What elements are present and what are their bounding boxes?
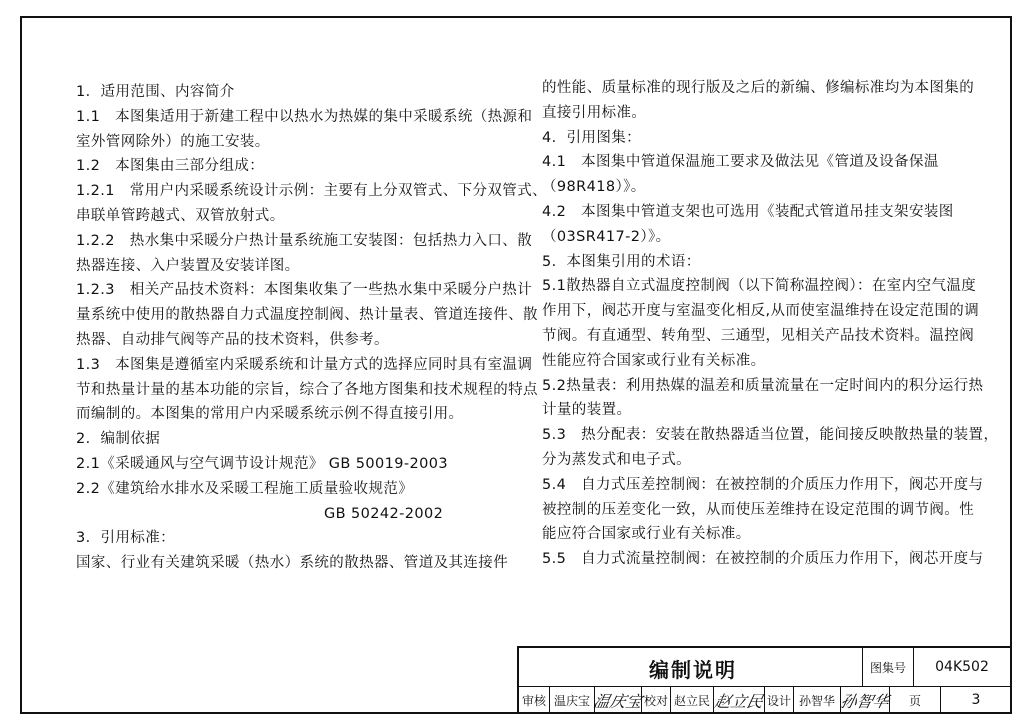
right-text-column	[542, 76, 999, 572]
text-line: 5.5 自力式流量控制阀：在被控制的介质压力作用下，阀芯开度与	[542, 551, 984, 568]
text-line: 1.2 本图集由三部分组成：	[76, 158, 265, 175]
text-line: 性能应符合国家或行业有关标准。	[542, 352, 766, 369]
text-line: 4.1 本图集中管道保温施工要求及做法见《管道及设备保温	[542, 154, 939, 171]
reviewer-signature: 温庆宝	[591, 691, 644, 711]
text-line: 被控制的压差变化一致，从而使压差维持在设定范围的调节阀。性	[542, 501, 975, 518]
check-label: 校对	[643, 693, 668, 708]
text-line: （03SR417-2）》。	[542, 228, 671, 245]
atlas-number: 04K502	[935, 659, 989, 675]
text-line: 1.2.3 相关产品技术资料：本图集收集了一些热水集中采暖分户热计	[76, 282, 533, 299]
checker-name: 赵立民	[673, 693, 710, 708]
standard-reference: 2.1《采暖通风与空气调节设计规范》 GB 50019-2003	[76, 455, 449, 472]
text-line: 热器连接、入户装置及安装详图。	[76, 257, 300, 274]
drawing-title: 编制说明	[649, 658, 737, 682]
page-number: 3	[971, 692, 981, 708]
standard-reference: 2.2《建筑给水排水及采暖工程施工质量验收规范》	[76, 480, 414, 497]
text-line: 国家、行业有关建筑采暖（热水）系统的散热器、管道及其连接件	[76, 555, 509, 572]
text-line: 1.1 本图集适用于新建工程中以热水为热媒的集中采暖系统（热源和	[76, 108, 533, 125]
text-line: 1.2.2 热水集中采暖分户热计量系统施工安装图：包括热力入口、散	[76, 232, 533, 249]
text-line: 计量的装置。	[542, 402, 632, 419]
text-line: 5.3 热分配表：安装在散热器适当位置，能间接反映散热量的装置，	[542, 427, 999, 444]
text-line: 节和热量计量的基本功能的宗旨，综合了各地方图集和技术规程的特点	[76, 381, 538, 398]
checker-signature: 赵立民	[712, 691, 765, 711]
text-line: 5.2热量表：利用热媒的温差和质量流量在一定时间内的积分运行热	[542, 377, 984, 394]
designer-name: 孙智华	[798, 693, 835, 708]
text-line: 而编制的。本图集的常用户内采暖系统示例不得直接引用。	[76, 406, 464, 423]
review-label: 审核	[521, 693, 546, 708]
atlas-number-label: 图集号	[869, 660, 906, 675]
text-line: 4.2 本图集中管道支架也可选用《装配式管道吊挂支架安装图	[542, 203, 954, 220]
text-line: 节阀。有直通型、转角型、三通型，见相关产品技术资料。温控阀	[542, 327, 975, 344]
text-line: 室外管网除外）的施工安装。	[76, 133, 270, 150]
text-line: 量系统中使用的散热器自力式温度控制阀、热计量表、管道连接件、散	[76, 307, 538, 324]
section-heading: 4．引用图集：	[542, 129, 642, 146]
text-line: 1.2.1 常用户内采暖系统设计示例：主要有上分双管式、下分双管式、	[76, 183, 547, 200]
reviewer-name: 温庆宝	[553, 693, 590, 708]
title-block-signature-row	[519, 686, 1012, 714]
title-block	[517, 646, 1012, 714]
text-line: （98R418）》。	[542, 179, 646, 196]
text-line: 直接引用标准。	[542, 104, 647, 121]
text-line: 作用下，阀芯开度与室温变化相反,从而使室温维持在设定范围的调	[542, 303, 980, 320]
section-heading: 2．编制依据	[76, 431, 161, 448]
section-heading: 3．引用标准：	[76, 530, 176, 547]
text-line: 热器、自动排气阀等产品的技术资料，供参考。	[76, 331, 389, 348]
text-line: 能应符合国家或行业有关标准。	[542, 526, 751, 543]
text-line: 分为蒸发式和电子式。	[542, 451, 691, 468]
text-line: 5.4 自力式压差控制阀：在被控制的介质压力作用下，阀芯开度与	[542, 476, 984, 493]
text-line: 串联单管跨越式、双管放射式。	[76, 207, 285, 224]
text-line: 5.1散热器自立式温度控制阀（以下简称温控阀）：在室内空气温度	[542, 278, 977, 295]
page-label: 页	[908, 693, 921, 708]
designer-signature: 孙智华	[838, 691, 891, 711]
text-line: 1.3 本图集是遵循室内采暖系统和计量方式的选择应同时具有室温调	[76, 356, 533, 373]
left-text-column	[76, 80, 547, 576]
section-heading: 1．适用范围、内容简介	[76, 84, 235, 100]
text-line: 的性能、质量标准的现行版及之后的新编、修编标准均为本图集的	[542, 80, 975, 96]
standard-number: GB 50242-2002	[324, 505, 444, 522]
design-label: 设计	[766, 693, 791, 708]
title-block-top-row	[519, 648, 1012, 687]
section-heading: 5．本图集引用的术语：	[542, 253, 701, 270]
